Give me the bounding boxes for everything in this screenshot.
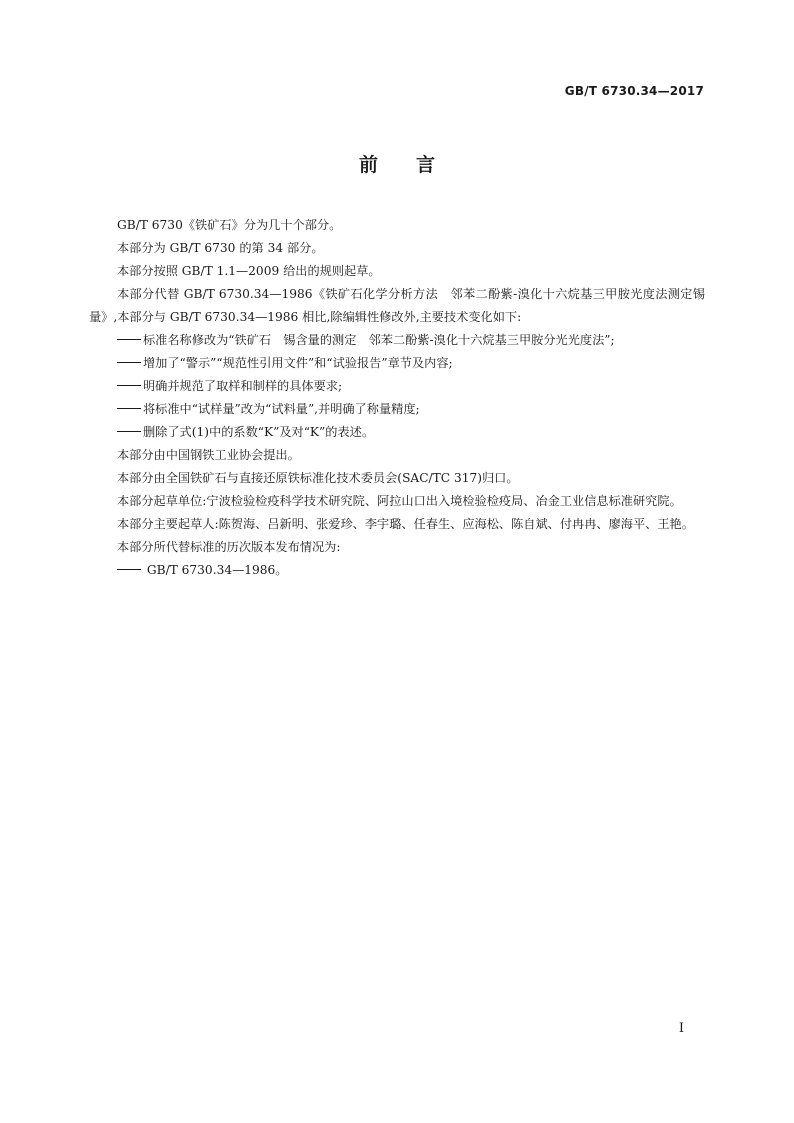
paragraph: 本部分按照 GB/T 1.1—2009 给出的规则起草。 xyxy=(117,264,381,278)
change-item xyxy=(89,398,705,421)
change-item xyxy=(89,375,705,398)
paragraph: 本部分为 GB/T 6730 的第 34 部分。 xyxy=(117,241,324,255)
paragraph: 本部分由中国钢铁工业协会提出。 xyxy=(117,448,300,462)
dash-mark xyxy=(117,569,141,570)
paragraph: 本部分起草单位:宁波检验检疫科学技术研究院、阿拉山口出入境检验检疫局、冶金工业信息标准研究院。 xyxy=(117,494,682,508)
change-item xyxy=(89,421,705,444)
change-item-text: 增加了“警示”“规范性引用文件”和“试验报告”章节及内容; xyxy=(143,356,453,370)
page-number: I xyxy=(678,1021,684,1036)
paragraph: 本部分由全国铁矿石与直接还原铁标准化技术委员会(SAC/TC 317)归口。 xyxy=(117,471,519,485)
previous-version-item xyxy=(89,559,705,582)
paragraph: 本部分主要起草人:陈贺海、吕新明、张爱珍、李宇璐、任春生、应海松、陈自斌、付冉冉、廖海平、王艳。 xyxy=(117,517,694,531)
paragraph: 本部分代替 GB/T 6730.34—1986《铁矿石化学分析方法 邻苯二酚紫-溴化十六烷基三甲胺光度法测定锡量》,本部分与 GB/T 6730.34—1986 相比,除编辑性修改外,主要技术变化如下: xyxy=(89,287,705,324)
paragraph: 本部分所代替标准的历次版本发布情况为: xyxy=(117,540,341,554)
dash-mark xyxy=(117,431,141,432)
change-item-text: 将标准中“试样量”改为“试料量”,并明确了称量精度; xyxy=(143,402,420,416)
change-item xyxy=(89,329,705,352)
change-item xyxy=(89,352,705,375)
dash-mark xyxy=(117,408,141,409)
page-title: 前言 xyxy=(358,154,473,176)
foreword-body xyxy=(89,214,705,582)
change-item-text: 删除了式(1)中的系数“K”及对“K”的表述。 xyxy=(143,425,375,439)
header-standard-code: GB/T 6730.34—2017 xyxy=(564,84,704,98)
previous-version-text: GB/T 6730.34—1986。 xyxy=(143,563,288,577)
paragraph: GB/T 6730《铁矿石》分为几十个部分。 xyxy=(117,218,342,232)
dash-mark xyxy=(117,339,141,340)
dash-mark xyxy=(117,362,141,363)
change-item-text: 明确并规范了取样和制样的具体要求; xyxy=(143,379,343,393)
change-item-text: 标准名称修改为“铁矿石 锡含量的测定 邻苯二酚紫-溴化十六烷基三甲胺分光光度法”; xyxy=(143,333,615,347)
dash-mark xyxy=(117,385,141,386)
